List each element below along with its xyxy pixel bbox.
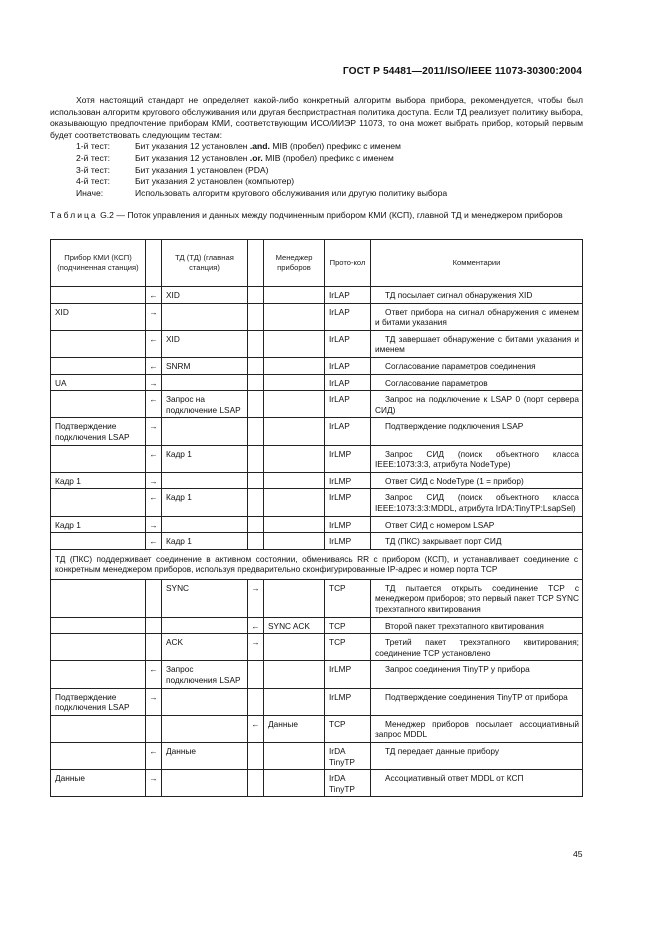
cell-manager [264,445,325,472]
cell-comment [371,489,583,516]
cell-agent [51,489,146,516]
cell-arrow-td-manager [248,287,264,304]
cell-arrow-td-manager [248,445,264,472]
cell-comment [371,516,583,533]
cell-comment [371,770,583,797]
table-row [51,661,583,688]
cell-agent [51,533,146,550]
cell-agent [51,743,146,770]
cell-protocol: IrLAP [325,303,371,330]
cell-agent [51,617,146,634]
cell-arrow-agent-td: → [146,472,162,489]
cell-agent: Данные [51,770,146,797]
cell-td [162,418,248,445]
test-text [135,153,394,165]
comment-text: Подтверждение соединения TinyTP от прибора [385,691,568,702]
test-text-pre: Использовать алгоритм кругового обслуживания или другую политику выбора [135,187,448,198]
cell-comment [371,374,583,391]
table-row [51,743,583,770]
cell-agent [51,357,146,374]
comment-text: Запрос СИД (поиск объектного класса IEEE:1073:3:3, атрибута NodeType) [375,448,579,470]
cell-arrow-agent-td: ← [146,330,162,357]
cell-manager [264,634,325,661]
cell-arrow-td-manager [248,374,264,391]
header-arrow-1 [146,240,162,287]
cell-arrow-agent-td: ← [146,287,162,304]
cell-comment [371,715,583,742]
cell-comment [371,287,583,304]
comment-text: Подтверждение подключения LSAP [385,421,524,432]
cell-arrow-td-manager: ← [248,617,264,634]
cell-manager [264,287,325,304]
cell-manager [264,489,325,516]
test-text-pre: Бит указания 12 установлен [135,152,250,163]
test-item [50,165,583,177]
test-text [135,141,401,153]
comment-text: Запрос соединения TinyTP у прибора [385,664,530,675]
test-operator: .and. [249,141,270,152]
cell-manager: Данные [264,715,325,742]
test-text [135,188,447,200]
test-text-post: MIB (пробел) префикс с именем [262,152,394,163]
span-note-row [51,549,583,579]
cell-agent: Кадр 1 [51,472,146,489]
table-row [51,516,583,533]
cell-td: Запрос подключения LSAP [162,661,248,688]
cell-arrow-agent-td: → [146,418,162,445]
table-row [51,418,583,445]
cell-manager [264,303,325,330]
cell-agent: Подтверждение подключения LSAP [51,418,146,445]
cell-arrow-agent-td [146,715,162,742]
cell-agent: UA [51,374,146,391]
cell-td: Запрос на подключение LSAP [162,391,248,418]
test-text-post: MIB (пробел) префикс с именем [269,141,401,152]
cell-manager [264,743,325,770]
cell-comment [371,634,583,661]
cell-agent: Подтверждение подключения LSAP [51,688,146,715]
comment-text: Согласование параметров [385,377,488,388]
comment-text: Запрос СИД (поиск объектного класса IEEE:1073:3:3:MDDL, атрибута IrDA:TinyTP:LsapSel) [375,492,579,513]
cell-td [162,688,248,715]
cell-arrow-td-manager [248,391,264,418]
cell-agent: Кадр 1 [51,516,146,533]
table-row [51,770,583,797]
cell-protocol: IrLAP [325,418,371,445]
header-arrow-2 [248,240,264,287]
cell-manager: SYNC ACK [264,617,325,634]
cell-td: Кадр 1 [162,489,248,516]
cell-arrow-td-manager [248,418,264,445]
cell-arrow-td-manager: ← [248,715,264,742]
cell-protocol: TCP [325,715,371,742]
cell-td: ACK [162,634,248,661]
cell-protocol: IrLAP [325,391,371,418]
cell-protocol: IrLAP [325,374,371,391]
comment-text: Второй пакет трехэтапного квитирования [385,620,544,631]
cell-protocol: IrLAP [325,330,371,357]
cell-arrow-td-manager: → [248,634,264,661]
table-row [51,688,583,715]
cell-protocol: IrLMP [325,533,371,550]
cell-manager [264,357,325,374]
cell-comment [371,445,583,472]
cell-td: SNRM [162,357,248,374]
test-text-pre: Бит указания 2 установлен (компьютер) [135,176,295,187]
table-row [51,287,583,304]
cell-protocol: TCP [325,634,371,661]
span-note: ТД (ПКС) поддерживает соединение в активном состоянии, обмениваясь RR с прибором (КСП), и устанавливает соединение с конкретным менеджером приборов, используя предварительно сконфигурированные IP-адрес и номер порта TCP [51,549,583,579]
cell-protocol: IrLMP [325,516,371,533]
comment-text: ТД посылает сигнал обнаружения XID [385,290,533,300]
table-row [51,445,583,472]
comment-text: Ассоциативный ответ MDDL от КСП [385,773,524,784]
cell-td: XID [162,330,248,357]
cell-manager [264,688,325,715]
cell-comment [371,533,583,550]
cell-comment [371,391,583,418]
cell-td [162,617,248,634]
header-td: ТД (ТД) (главная станция) [162,240,248,287]
cell-manager [264,516,325,533]
cell-arrow-agent-td: → [146,303,162,330]
test-item [50,188,583,200]
comment-text: ТД (ПКС) закрывает порт СИД [385,536,502,547]
cell-agent [51,715,146,742]
cell-td [162,770,248,797]
cell-arrow-agent-td: → [146,374,162,391]
comment-text: ТД пытается открыть соединение TCP с менеджером приборов; это первый пакет TCP SYNC трехэтапного квитирования [375,582,579,615]
table-row [51,472,583,489]
table-row [51,303,583,330]
cell-arrow-agent-td [146,634,162,661]
comment-text: Запрос на подключение к LSAP 0 (порт сервера СИД) [375,394,579,415]
cell-comment [371,688,583,715]
test-label: 3-й тест: [76,164,111,175]
table-row [51,374,583,391]
cell-arrow-agent-td: ← [146,489,162,516]
table-caption [50,210,583,222]
cell-td [162,472,248,489]
cell-arrow-td-manager [248,533,264,550]
cell-arrow-agent-td: ← [146,391,162,418]
cell-arrow-td-manager [248,357,264,374]
cell-td [162,516,248,533]
cell-agent [51,634,146,661]
page-number: 45 [573,849,583,859]
cell-arrow-td-manager [248,303,264,330]
test-label: 4-й тест: [76,176,111,187]
test-list [50,141,583,199]
cell-arrow-td-manager [248,516,264,533]
cell-protocol: IrLAP [325,287,371,304]
comment-text: Третий пакет трехэтапного квитирования; соединение TCP установлено [375,637,579,658]
cell-agent [51,661,146,688]
cell-manager [264,374,325,391]
test-item [50,176,583,188]
comment-text: ТД передает данные прибору [385,746,500,756]
test-item [50,153,583,165]
test-text [135,165,269,177]
cell-manager [264,770,325,797]
table-caption-label: Таблица [50,210,98,220]
cell-comment [371,357,583,374]
cell-protocol: IrDA TinyTP [325,770,371,797]
cell-protocol: IrLMP [325,445,371,472]
cell-protocol: IrLMP [325,661,371,688]
cell-comment [371,472,583,489]
cell-protocol: IrLMP [325,489,371,516]
cell-agent [51,445,146,472]
cell-protocol: TCP [325,579,371,617]
test-text-pre: Бит указания 1 установлен (PDA) [135,164,269,175]
cell-manager [264,533,325,550]
cell-protocol: IrLMP [325,688,371,715]
cell-comment [371,743,583,770]
cell-arrow-agent-td: → [146,688,162,715]
flow-table [50,239,583,797]
table-row [51,357,583,374]
cell-agent [51,330,146,357]
table-header-row [51,240,583,287]
cell-td: Данные [162,743,248,770]
comment-text: Менеджер приборов посылает ассоциативный запрос MDDL [375,718,579,740]
cell-td: Кадр 1 [162,445,248,472]
cell-arrow-agent-td: ← [146,661,162,688]
table-row [51,489,583,516]
header-agent: Прибор КМИ (КСП) (подчиненная станция) [51,240,146,287]
cell-arrow-td-manager [248,770,264,797]
comment-text: Согласование параметров соединения [385,360,536,371]
cell-arrow-td-manager [248,688,264,715]
cell-comment [371,303,583,330]
cell-arrow-agent-td: ← [146,445,162,472]
cell-manager [264,579,325,617]
test-text [135,176,294,188]
test-operator: .or. [249,152,263,163]
cell-manager [264,661,325,688]
cell-arrow-td-manager [248,661,264,688]
intro-section [50,95,583,199]
cell-arrow-agent-td [146,617,162,634]
comment-text: Ответ прибора на сигнал обнаружения с именем и битами указания [375,306,579,328]
table-row [51,579,583,617]
cell-td: SYNC [162,579,248,617]
cell-comment [371,617,583,634]
table-row [51,330,583,357]
test-label: Иначе: [76,187,104,198]
document-header: ГОСТ Р 54481—2011/ISO/IEEE 11073-30300:2004 [342,66,582,77]
cell-arrow-td-manager: → [248,579,264,617]
cell-arrow-agent-td: ← [146,357,162,374]
cell-td [162,715,248,742]
cell-td: Кадр 1 [162,533,248,550]
cell-comment [371,330,583,357]
table-body-note [51,549,583,579]
cell-arrow-agent-td: → [146,770,162,797]
table-row [51,715,583,742]
table-row [51,617,583,634]
cell-comment [371,579,583,617]
header-comment: Комментарии [371,240,583,287]
comment-text: Ответ СИД с номером LSAP [385,519,495,530]
table-body-irda [51,287,583,550]
test-text-pre: Бит указания 12 установлен [135,141,250,152]
test-label: 2-й тест: [76,152,111,163]
comment-text: Ответ СИД с NodeType (1 = прибор) [385,475,524,486]
test-label: 1-й тест: [76,141,111,152]
cell-arrow-td-manager [248,472,264,489]
cell-protocol: IrLMP [325,472,371,489]
cell-arrow-td-manager [248,489,264,516]
cell-agent: XID [51,303,146,330]
table-caption-number: G.2 [100,210,114,220]
cell-arrow-td-manager [248,330,264,357]
cell-manager [264,418,325,445]
cell-arrow-td-manager [248,743,264,770]
cell-manager [264,391,325,418]
cell-agent [51,391,146,418]
intro-paragraph: Хотя настоящий стандарт не определяет какой-либо конкретный алгоритм выбора прибора, рекомендуется, чтобы был использован алгоритм кругового обслуживания или другая беспристрастная политика доступа. Если ТД реализует политику выбора, оказывающую предпочтение приборам КМИ, соответствующим ИСО/ИИЭР 11073, то она может выбрать прибор, который первым будет соответствовать следующим тестам: [50,95,583,140]
cell-arrow-agent-td: → [146,516,162,533]
cell-arrow-agent-td [146,579,162,617]
cell-protocol: TCP [325,617,371,634]
cell-td [162,374,248,391]
cell-comment [371,661,583,688]
table-row [51,533,583,550]
cell-td: XID [162,287,248,304]
test-item [50,141,583,153]
table-row [51,634,583,661]
cell-comment [371,418,583,445]
cell-manager [264,472,325,489]
cell-arrow-agent-td: ← [146,743,162,770]
cell-protocol: IrDA TinyTP [325,743,371,770]
cell-arrow-agent-td: ← [146,533,162,550]
cell-protocol: IrLAP [325,357,371,374]
comment-text: ТД завершает обнаружение с битами указания и именем [375,333,579,355]
cell-manager [264,330,325,357]
table-row [51,391,583,418]
table-caption-text: — Поток управления и данных между подчиненным прибором КМИ (КСП), главной ТД и менеджером приборов [116,210,563,220]
cell-agent [51,579,146,617]
table-body-tcp [51,579,583,797]
cell-agent [51,287,146,304]
header-protocol: Прото-кол [325,240,371,287]
header-manager: Менеджер приборов [264,240,325,287]
cell-td [162,303,248,330]
